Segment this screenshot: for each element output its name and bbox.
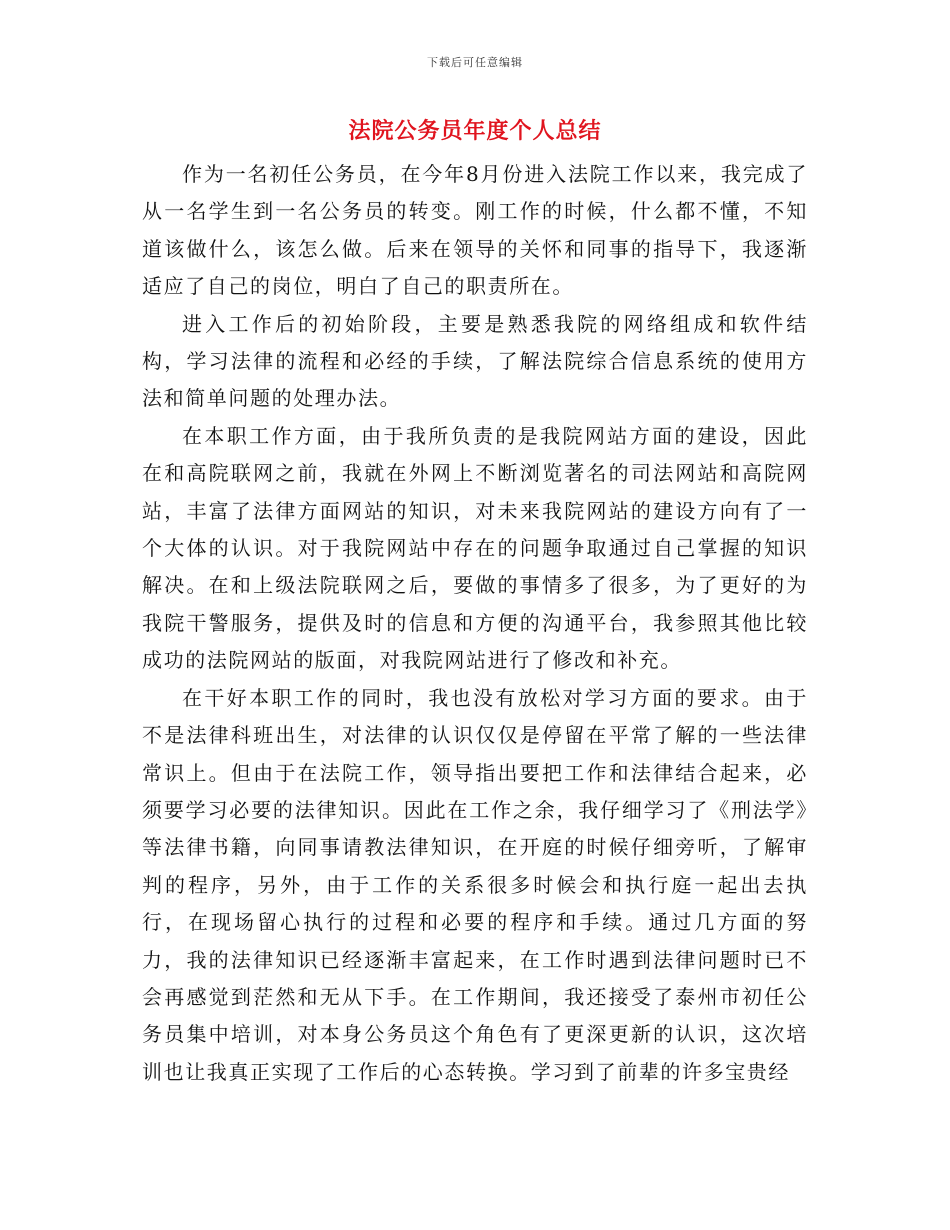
paragraph-initial-stage: 进入工作后的初始阶段，主要是熟悉我院的网络组成和软件结构，学习法律的流程和必经的手续，了解法院综合信息系统的使用方法和简单问题的处理办法。	[142, 311, 808, 411]
paragraph-study: 在干好本职工作的同时，我也没有放松对学习方面的要求。由于不是法律科班出生，对法律的认识仅仅是停留在平常了解的一些法律常识上。但由于在法院工作，领导指出要把工作和法律结合起来，必须要学习必要的法律知识。因此在工作之余，我仔细学习了《刑法学》等法律书籍，向同事请教法律知识，在开庭的时候仔细旁听，了解审判的程序，另外，由于工作的关系很多时候会和执行庭一起出去执行，在现场留心执行的过程和必要的程序和手续。通过几方面的努力，我的法律知识已经逐渐丰富起来，在工作时遇到法律问题时已不会再感觉到茫然和无从下手。在工作期间，我还接受了泰州市初任公务员集中培训，对本身公务员这个角色有了更深更新的认识，这次培训也让我真正实现了工作后的心态转换。学习到了前辈的许多宝贵经	[142, 685, 808, 1084]
header-note: 下载后可任意编辑	[427, 56, 523, 69]
paragraph-intro: 作为一名初任公务员，在今年8月份进入法院工作以来，我完成了从一名学生到一名公务员的转变。刚工作的时候，什么都不懂，不知道该做什么，该怎么做。后来在领导的关怀和同事的指导下，我逐渐适应了自己的岗位，明白了自己的职责所在。	[142, 162, 808, 299]
paragraph-duties: 在本职工作方面，由于我所负责的是我院网站方面的建设，因此在和高院联网之前，我就在外网上不断浏览著名的司法网站和高院网站，丰富了法律方面网站的知识，对未来我院网站的建设方向有了一个大体的认识。对于我院网站中存在的问题争取通过自己掌握的知识解决。在和上级法院联网之后，要做的事情多了很多，为了更好的为我院干警服务，提供及时的信息和方便的沟通平台，我参照其他比较成功的法院网站的版面，对我院网站进行了修改和补充。	[142, 423, 808, 673]
document-title: 法院公务员年度个人总结	[348, 118, 602, 144]
document-body	[142, 156, 808, 1091]
